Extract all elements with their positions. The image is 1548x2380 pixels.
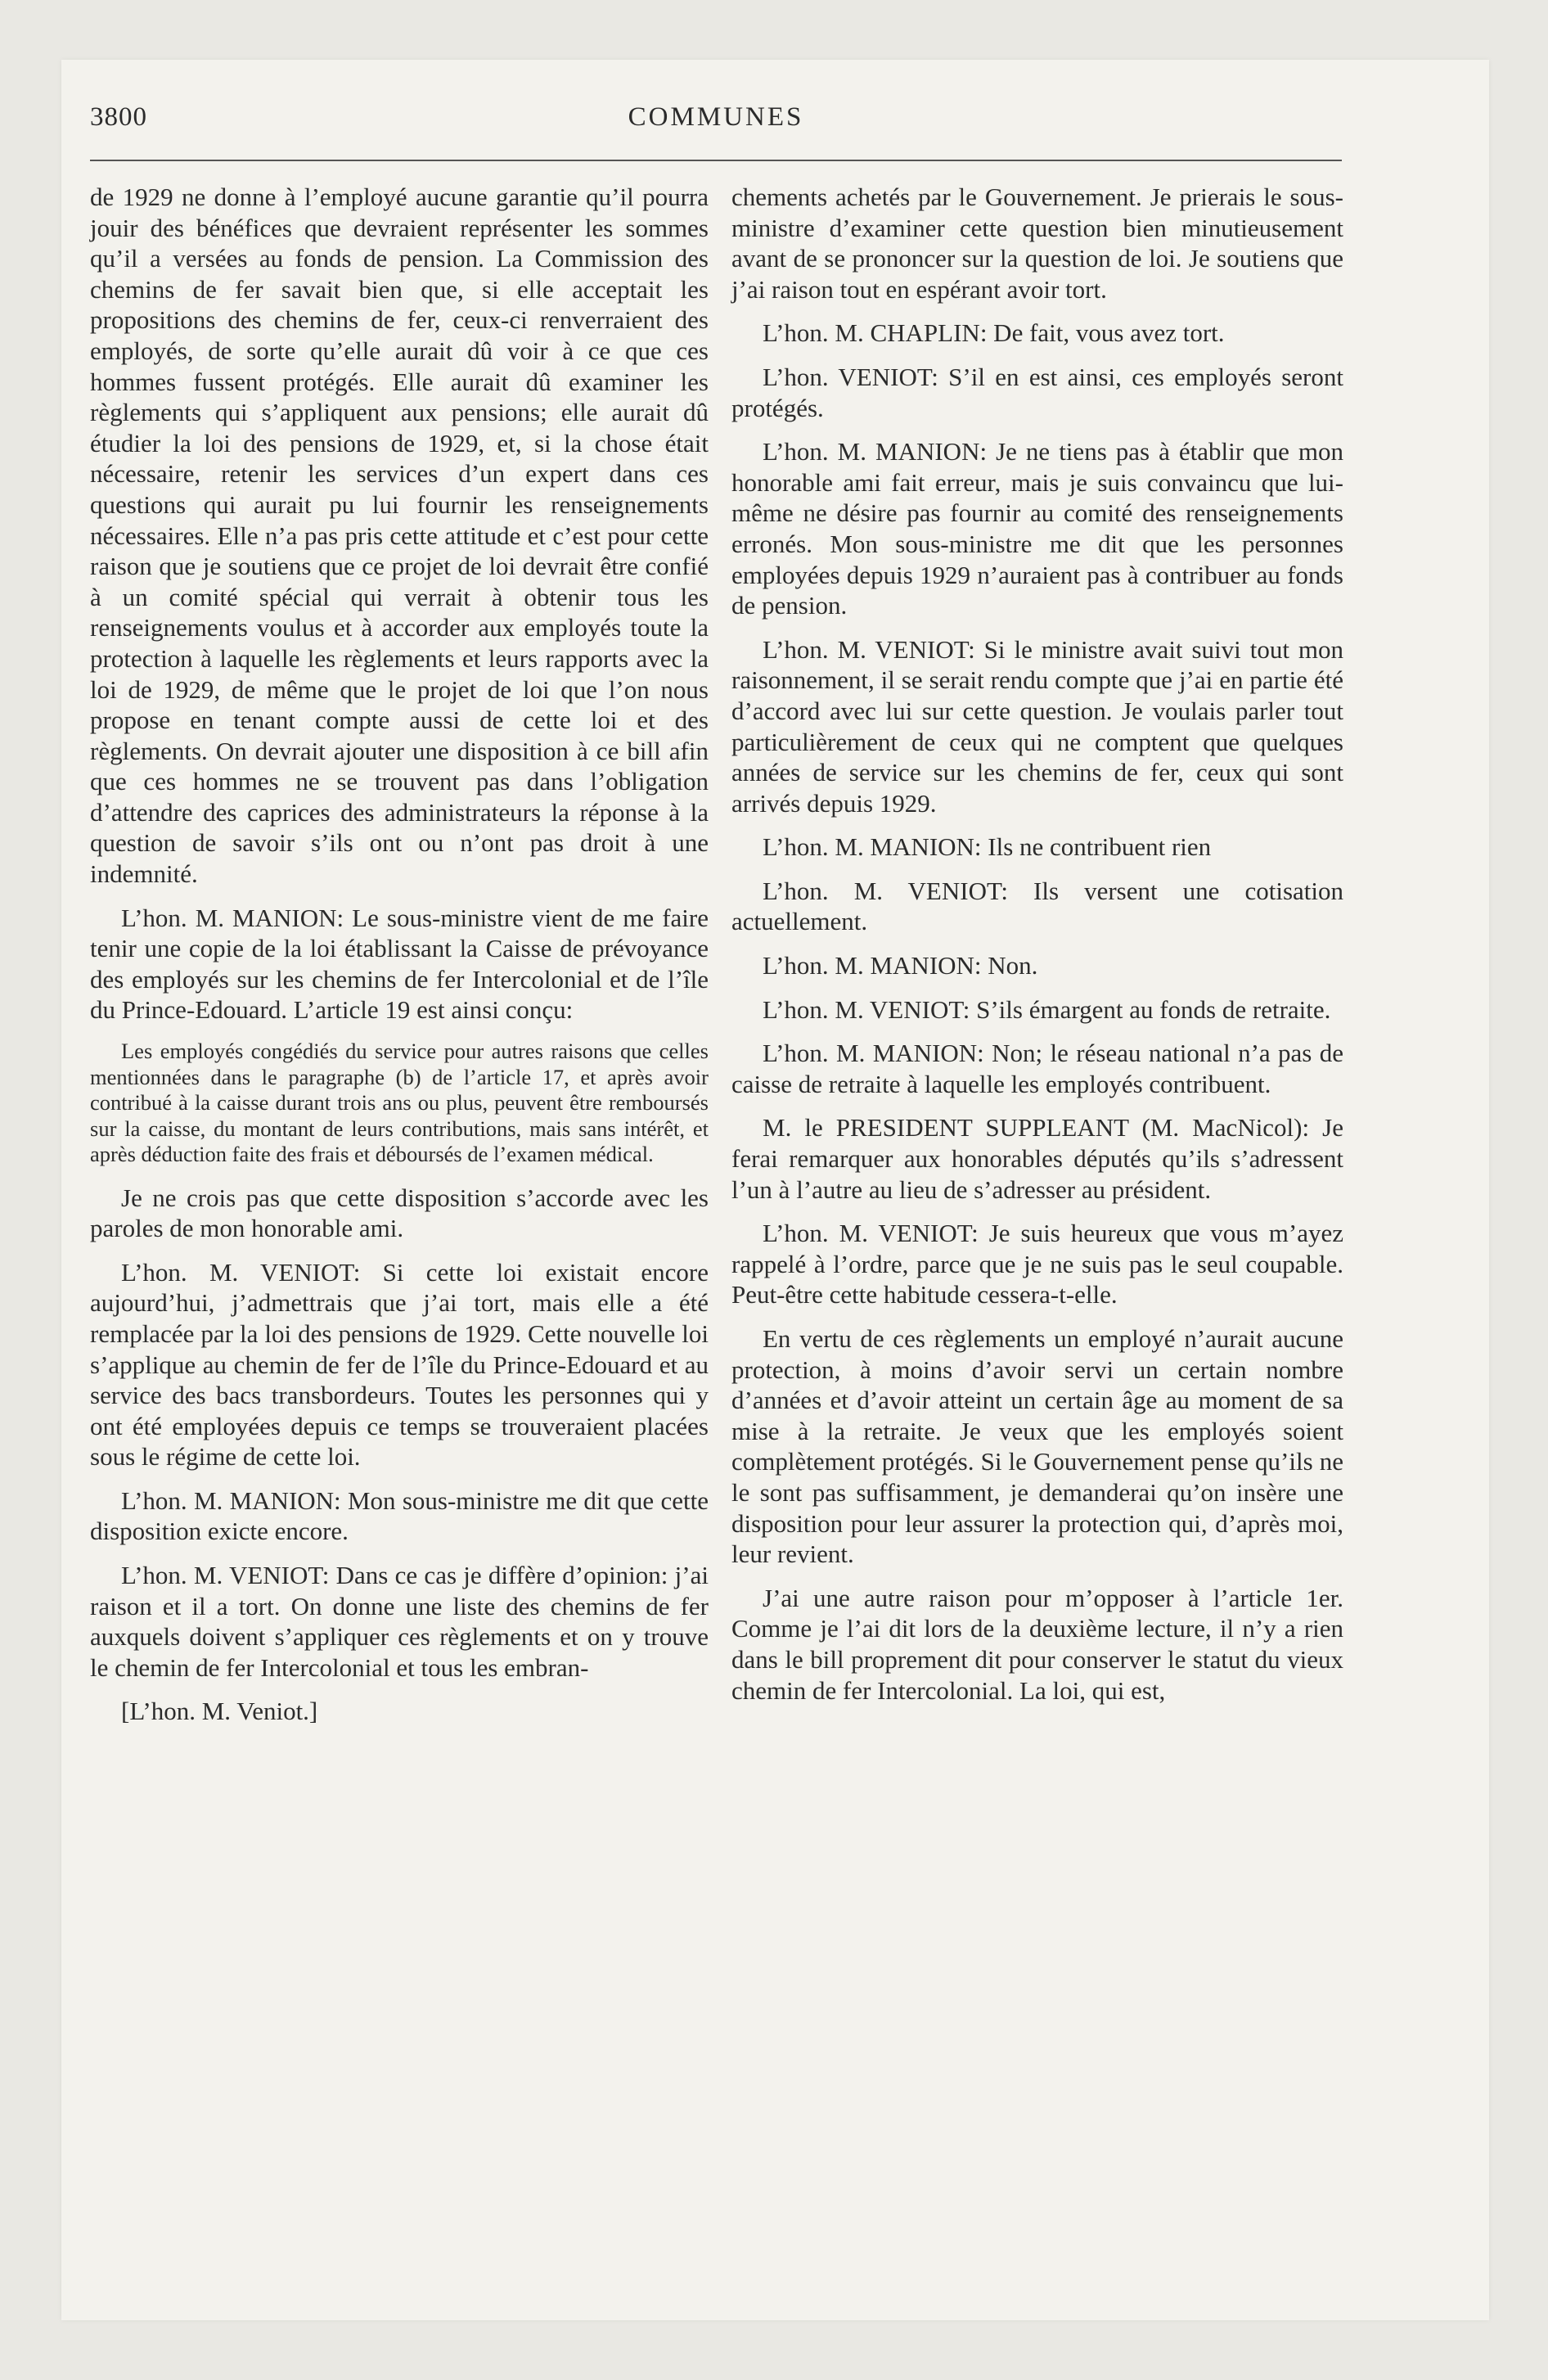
paragraph: chements achetés par le Gouvernement. Je prierais le sous-ministre d’examiner cette question bien minutieusement avant de se prononcer sur la question de loi. Je soutiens que j’ai raison tout en espérant avoir tort. — [731, 183, 1343, 304]
paragraph: L’hon. M. MANION: Je ne tiens pas à établir que mon honorable ami fait erreur, mais je suis convaincu que lui-même ne désire pas fournir au comité des renseignements erronés. Mon sous-ministre me dit que les personnes employées depuis 1929 n’auraient pas à contribuer au fonds de pension. — [731, 437, 1343, 620]
paragraph: L’hon. M. MANION: Ils ne contribuent rien — [763, 832, 1212, 862]
paragraph: L’hon. M. CHAPLIN: De fait, vous avez tort. — [763, 318, 1225, 348]
page-header — [90, 102, 1342, 151]
paragraph: L’hon. M. MANION: Le sous-ministre vient de me faire tenir une copie de la loi établissant la Caisse de prévoyance des employés sur les chemins de fer Intercolonial et de l’île du Prince-Edouard. L’article 19 est ainsi conçu: — [90, 903, 709, 1025]
running-title: COMMUNES — [628, 102, 804, 132]
block-quote: Les employés congédiés du service pour autres raisons que celles mentionnées dans le paragraphe (b) de l’article 17, et après avoir contribué à la caisse durant trois ans ou plus, peuvent être remboursés sur la caisse, du montant de leurs contributions, mais sans intérêt, et après déduction faite des frais et déboursés de l’examen médical. — [90, 1039, 709, 1167]
speaker-signature: [L’hon. M. Veniot.] — [121, 1697, 318, 1726]
header-rule — [90, 160, 1342, 161]
paragraph: L’hon. M. VENIOT: S’ils émargent au fonds de retraite. — [763, 994, 1331, 1024]
paragraph: Je ne crois pas que cette disposition s’accorde avec les paroles de mon honorable ami. — [90, 1183, 709, 1243]
page-number: 3800 — [90, 102, 147, 132]
paragraph: L’hon. M. MANION: Mon sous-ministre me dit que cette disposition exicte encore. — [90, 1485, 709, 1546]
paragraph: M. le PRESIDENT SUPPLEANT (M. MacNicol): Je ferai remarquer aux honorables députés qu’ils s’adressent l’un à l’autre au lieu de s’adresser au président. — [731, 1113, 1343, 1204]
paragraph: L’hon. VENIOT: S’il en est ainsi, ces employés seront protégés. — [731, 362, 1343, 422]
paragraph: L’hon. M. VENIOT: Ils versent une cotisation actuellement. — [731, 876, 1343, 936]
paragraph: L’hon. M. VENIOT: Si cette loi existait encore aujourd’hui, j’admettrais que j’ai tort, mais elle a été remplacée par la loi des pensions de 1929. Cette nouvelle loi s’applique au chemin de fer de l’île du Prince-Edouard et au service des bacs transbordeurs. Toutes les personnes qui y ont été employées depuis ce temps se trouveraient placées sous le régime de cette loi. — [90, 1257, 709, 1472]
paragraph: L’hon. M. VENIOT: Si le ministre avait suivi tout mon raisonnement, il se serait rendu compte que j’ai en partie été d’accord avec lui sur cette question. Je voulais parler tout particulièrement de ceux qui ne comptent que quelques années de service sur les chemins de fer, ceux qui sont arrivés depuis 1929. — [731, 634, 1343, 818]
paragraph: L’hon. M. VENIOT: Dans ce cas je diffère d’opinion: j’ai raison et il a tort. On donne une liste des chemins de fer auxquels doivent s’appliquer ces règlements et on y trouve le chemin de fer Intercolonial et tous les embran- — [90, 1561, 709, 1682]
paragraph: L’hon. M. MANION: Non. — [763, 951, 1038, 980]
paragraph: L’hon. M. MANION: Non; le réseau national n’a pas de caisse de retraite à laquelle les employés contribuent. — [731, 1039, 1343, 1098]
left-column — [90, 182, 709, 1727]
paragraph: de 1929 ne donne à l’employé aucune garantie qu’il pourra jouir des bénéfices que devraient représenter les sommes qu’il a versées au fonds de pension. La Commission des chemins de fer savait bien que, si elle acceptait les propositions des chemins de fer, ceux-ci renverraient des employés, de sorte qu’elle aurait dû voir à ce que ces hommes fussent protégés. Elle aurait dû examiner les règlements qui s’appliquent aux pensions; elle aurait dû étudier la loi des pensions de 1929, et, si la chose était nécessaire, retenir les services d’un expert dans ces questions qui aurait pu lui fournir les renseignements nécessaires. Elle n’a pas pris cette attitude et c’est pour cette raison que je soutiens que ce projet de loi devrait être confié à un comité spécial qui verrait à obtenir tous les renseignements voulus et à accorder aux employés toute la protection à laquelle les règlements et leurs rapports avec la loi de 1929, de même que le projet de loi que l’on nous propose en tenant compte aussi de cette loi et des règlements. On devrait ajouter une disposition à ce bill afin que ces hommes ne se trouvent pas dans l’obligation d’attendre des caprices des administrateurs la réponse à la question de savoir s’ils ont ou n’ont pas droit à une indemnité. — [90, 183, 709, 889]
paragraph: L’hon. M. VENIOT: Je suis heureux que vous m’ayez rappelé à l’ordre, parce que je ne suis pas le seul coupable. Peut-être cette habitude cessera-t-elle. — [731, 1219, 1343, 1309]
paragraph: En vertu de ces règlements un employé n’aurait aucune protection, à moins d’avoir servi un certain nombre d’années et d’avoir atteint un certain âge au moment de sa mise à la retraite. Je veux que les employés soient complètement protégés. Si le Gouvernement pense qu’ils ne le sont pas suffisamment, je demanderai qu’on insère une disposition pour leur assurer la protection qui, d’après moi, leur revient. — [731, 1324, 1343, 1569]
right-column — [731, 182, 1343, 1719]
paragraph: J’ai une autre raison pour m’opposer à l’article 1er. Comme je l’ai dit lors de la deuxième lecture, il n’y a rien dans le bill proprement dit pour conserver le statut du vieux chemin de fer Intercolonial. La loi, qui est, — [731, 1583, 1343, 1705]
